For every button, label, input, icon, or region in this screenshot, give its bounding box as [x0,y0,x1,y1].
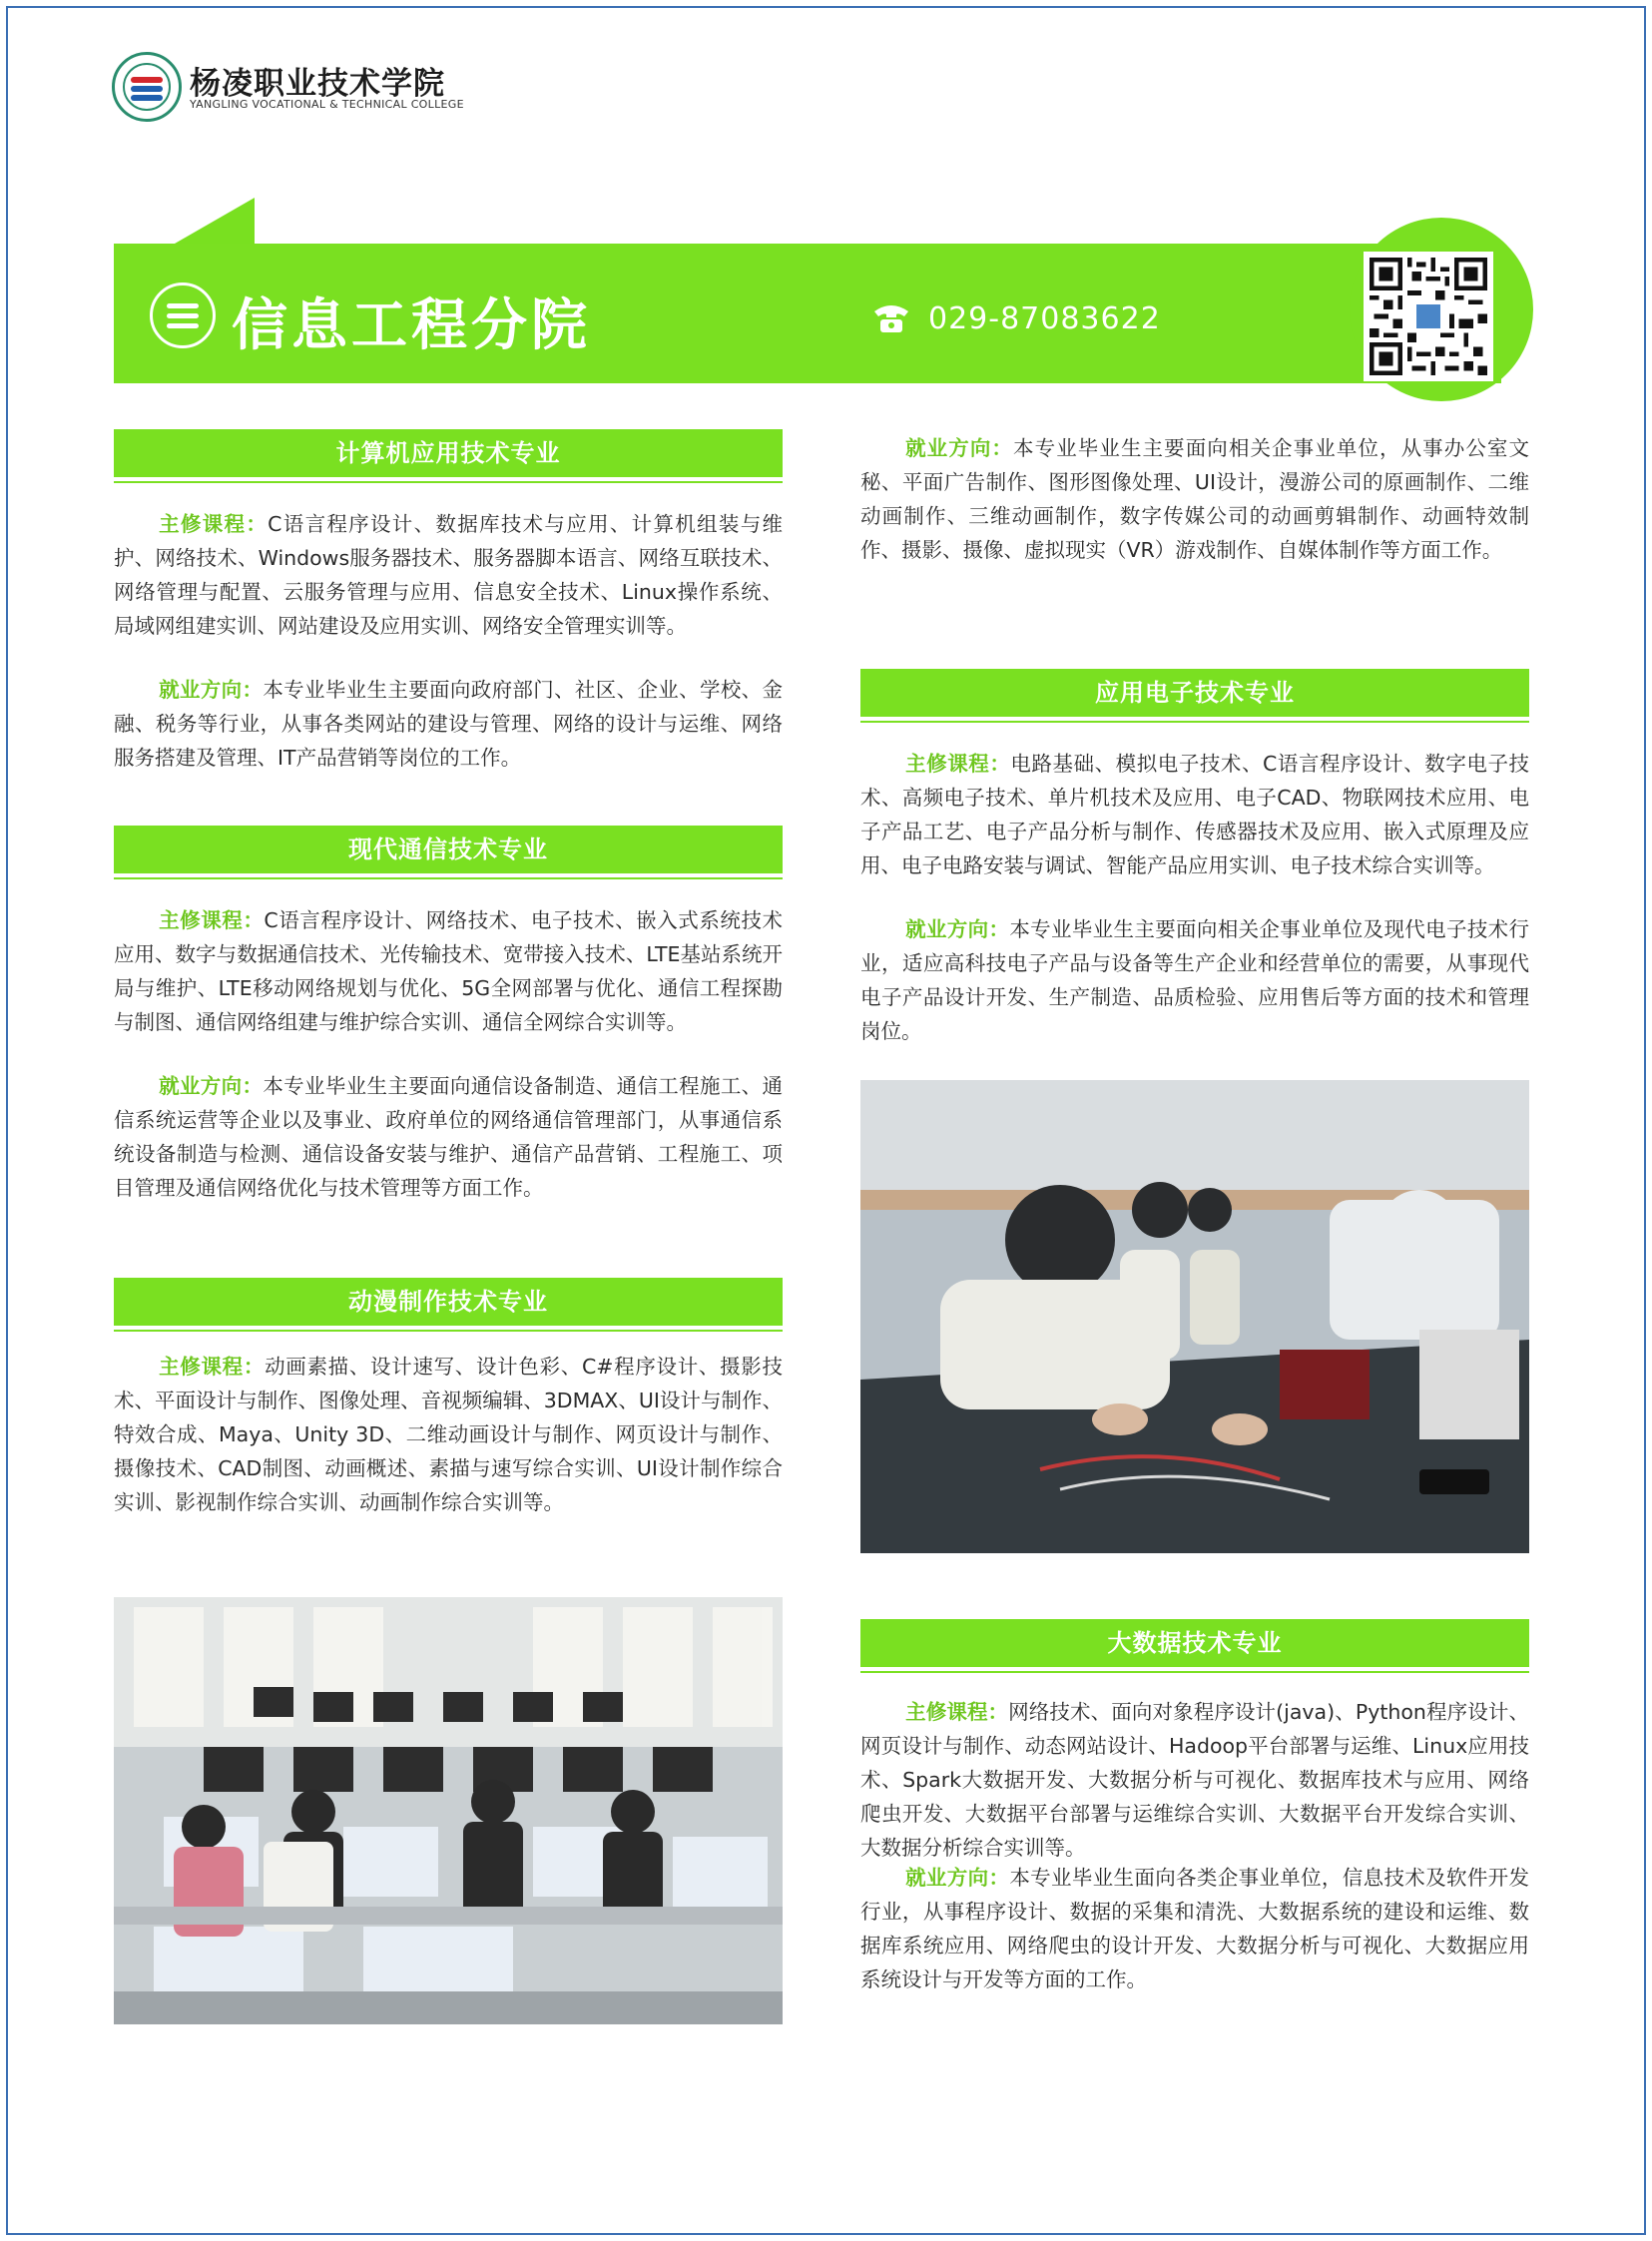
school-name: 杨凌职业技术学院 [190,66,445,102]
jobs-label: 就业方向： [905,917,1010,941]
jobs-label: 就业方向： [905,1866,1010,1890]
qr-code-icon[interactable] [1364,252,1493,381]
jobs-animation: 就业方向：本专业毕业生主要面向相关企事业单位，从事办公室文秘、平面广告制作、图形图像处理、UI设计，漫游公司的原画制作、二维动画制作、三维动画制作，数字传媒公司的动画剪辑制作、动画特效制作、摄影、摄像、虚拟现实（VR）游戏制作、自媒体制作等方面工作。 [860,436,1530,562]
courses-electronics: 主修课程：电路基础、模拟电子技术、C语言程序设计、数字电子技术、高频电子技术、单片机技术及应用、电子CAD、物联网技术应用、电子产品工艺、电子产品分析与制作、传感器技术及应用、嵌入式原理及应用、电子电路安装与调试、智能产品应用实训、电子技术综合实训等。 [860,752,1530,877]
courses-label: 主修课程： [905,1700,1009,1724]
courses-computer: 主修课程：C语言程序设计、数据库技术与应用、计算机组装与维护、网络技术、Windows服务器技术、服务器脚本语言、网络互联技术、网络管理与配置、云服务管理与应用、信息安全技术、Linux操作系统、局域网组建实训、网站建设及应用实训、网络安全管理实训等。 [114,512,783,638]
courses-telecom: 主修课程：C语言程序设计、网络技术、电子技术、嵌入式系统技术应用、数字与数据通信技术、光传输技术、宽带接入技术、LTE基站系统开局与维护、LTE移动网络规划与优化、5G全网部署与优化、通信工程探勘与制图、通信网络组建与维护综合实训、通信全网综合实训等。 [114,908,784,1034]
courses-label: 主修课程： [159,1355,266,1379]
department-logo-icon [150,282,216,348]
jobs-label: 就业方向： [159,678,264,702]
courses-bigdata: 主修课程：网络技术、面向对象程序设计(java)、Python程序设计、网页设计与制作、动态网站设计、Hadoop平台部署与运维、Linux应用技术、Spark大数据开发、大数据分析与可视化、数据库技术与应用、网络爬虫开发、大数据平台部署与运维综合实训、大数据平台开发综合实训、大数据分析综合实训等。 [860,1700,1529,1860]
electronics-lab-photo [860,1080,1529,1553]
courses-label: 主修课程： [905,752,1011,776]
department-phone: 029-87083622 [928,301,1161,336]
courses-label: 主修课程： [159,512,269,536]
jobs-electronics: 就业方向：本专业毕业生主要面向相关企事业单位及现代电子技术行业，适应高科技电子产品与设备等生产企业和经营单位的需要，从事现代电子产品设计开发、生产制造、品质检验、应用售后等方面的技术和管理岗位。 [860,917,1530,1043]
jobs-computer: 就业方向：本专业毕业生主要面向政府部门、社区、企业、学校、金融、税务等行业，从事各类网站的建设与管理、网络的设计与运维、网络服务搭建及管理、IT产品营销等岗位的工作。 [114,678,784,770]
jobs-telecom: 就业方向：本专业毕业生主要面向通信设备制造、通信工程施工、通信系统运营等企业以及事业、政府单位的网络通信管理部门，从事通信系统设备制造与检测、通信设备安装与维护、通信产品营销、工程施工、项目管理及通信网络优化与技术管理等方面工作。 [114,1074,784,1200]
section-title-bigdata: 大数据技术专业 [860,1619,1529,1667]
school-name-en: YANGLING VOCATIONAL & TECHNICAL COLLEGE [190,98,464,111]
courses-label: 主修课程： [159,908,265,932]
computer-lab-photo [114,1597,783,2024]
department-title: 信息工程分院 [232,293,591,358]
jobs-bigdata: 就业方向：本专业毕业生面向各类企事业单位，信息技术及软件开发行业，从事程序设计、数据的采集和清洗、大数据系统的建设和运维、数据库系统应用、网络爬虫的设计开发、大数据分析与可视化、大数据应用系统设计与开发等方面的工作。 [860,1866,1530,1991]
banner-tab [175,198,255,244]
section-title-telecom: 现代通信技术专业 [114,826,783,873]
section-title-electronics: 应用电子技术专业 [860,669,1529,717]
jobs-label: 就业方向： [159,1074,264,1098]
section-title-computer: 计算机应用技术专业 [114,429,783,477]
courses-animation: 主修课程：动画素描、设计速写、设计色彩、C#程序设计、摄影技术、平面设计与制作、图像处理、音视频编辑、3DMAX、UI设计与制作、特效合成、Maya、Unity 3D、二维动画设计与制作、网页设计与制作、摄像技术、CAD制图、动画概述、素描与速写综合实训、UI设计制作综合实训、影视制作综合实训、动画制作综合实训等。 [114,1355,783,1514]
jobs-label: 就业方向： [905,436,1014,460]
section-title-animation: 动漫制作技术专业 [114,1278,783,1326]
phone-icon [870,299,912,335]
school-logo-icon [112,52,182,122]
